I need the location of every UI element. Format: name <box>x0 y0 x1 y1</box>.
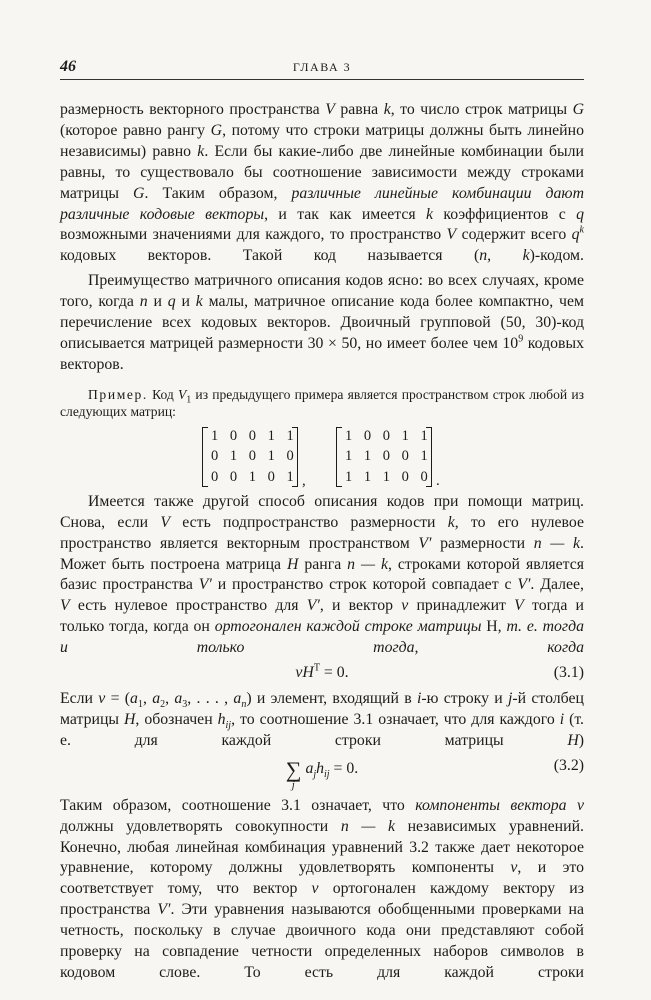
matrix-row: 1 1 0 0 1 <box>345 448 432 465</box>
example-paragraph: Пример. Код $V_1$ из предыдущего примера является пространством строк любой из следующих матриц: <box>60 386 584 420</box>
running-title: ГЛАВА 3 <box>292 60 352 74</box>
paragraph-1: размерность векторного пространства V равна k, то число строк матрицы G (которое равно рангу G, потому что строки матрицы должны быть линейно независимы) равно k. Если бы какие-либо две линейные комбинации были равны, то существовало бы соотношение зависимости между строками матрицы G. Таким образом, различные линейные комбинации дают различные кодовые векторы, и так как имеется k коэффициентов с q возможными значениями для каждого, то пространство V содержит всего $q^k$ кодовых векторов. Такой код называется (n, k)-кодом. <box>60 101 584 265</box>
matrix-comma: , <box>302 472 306 489</box>
matrix-row: 1 0 0 1 1 <box>345 427 432 444</box>
right-bracket <box>292 427 298 487</box>
paragraph-2: Преимущество матричного описания кодов ясно: во всех случаях, кроме того, когда n и q и k малы, матричное описание кода более компактно, чем перечисление всех кодовых векторов. Двоичный групповой (50, 30)-код описывается матрицей размерности 30 × 50, но имеет более чем $10^9$ кодовых векторов. <box>60 272 585 373</box>
header-rule <box>60 79 584 80</box>
right-bracket <box>426 427 432 487</box>
matrix-1 <box>202 426 298 488</box>
page-header <box>60 58 584 78</box>
matrix-row: 1 0 0 1 1 <box>211 427 298 444</box>
example-matrices <box>60 426 584 492</box>
page-number: 46 <box>60 58 76 75</box>
equation-3-1: $vH^T = 0$. (3.1) <box>295 662 584 682</box>
body-text <box>60 100 584 984</box>
matrix-2 <box>336 426 432 488</box>
matrix-row: 0 0 1 0 1 <box>211 468 298 485</box>
matrix-row: 0 1 0 1 0 <box>211 448 298 465</box>
summation-symbol: ∑ j <box>285 756 302 791</box>
equation-number: (3.2) <box>553 756 584 774</box>
equation-3-2: ∑ j $a_jh_{ij} = 0$. (3.2) <box>285 756 584 791</box>
example-label: Пример. <box>88 386 148 402</box>
paragraph-5: Таким образом, соотношение 3.1 означает, что компоненты вектора v должны удовлетворять совокупности n — k независимых уравнений. Конечно, любая линейная комбинация уравнений 3.2 также дает некоторое уравнение, которому должны удовлетворять компоненты v, и это соответствует тому, что вектор v ортогонален каждому вектору из пространства V′. Эти уравнения называются обобщенными проверками на четность, поскольку в случае двоичного кода они представляют собой проверку на совпадение четности определенных наборов символов в кодовом слове. То есть для каждой строки <box>60 796 584 981</box>
paragraph-4: Если $v = (a_1$, $a_2$, $a_3$, . . . , $a_n$) и элемент, входящий в i-ю строку и j-й столбец матрицы H, обозначен $h_{ij}$, то соотношение 3.1 означает, что для каждого i (т. е. для каждой строки матрицы H) <box>60 690 584 749</box>
book-page <box>60 58 585 981</box>
left-bracket <box>202 427 208 487</box>
paragraph-3: Имеется также другой способ описания кодов при помощи матриц. Снова, если V есть подпространство размерности k, то его нулевое пространство является векторным пространством V′ размерности n — k. Может быть построена матрица H ранга n — k, строками которой является базис пространства V′ и пространство строк которой совпадает с V′. Далее, V есть нулевое пространство для V′, и вектор v принадлежит V тогда и только тогда, когда он ортогонален каждой строке матрицы H, т. е. тогда и только тогда, когда <box>60 492 585 657</box>
matrix-period: . <box>436 472 440 489</box>
left-bracket <box>336 427 342 487</box>
equation-number: (3.1) <box>553 664 584 682</box>
matrix-row: 1 1 1 0 0 <box>345 468 432 485</box>
